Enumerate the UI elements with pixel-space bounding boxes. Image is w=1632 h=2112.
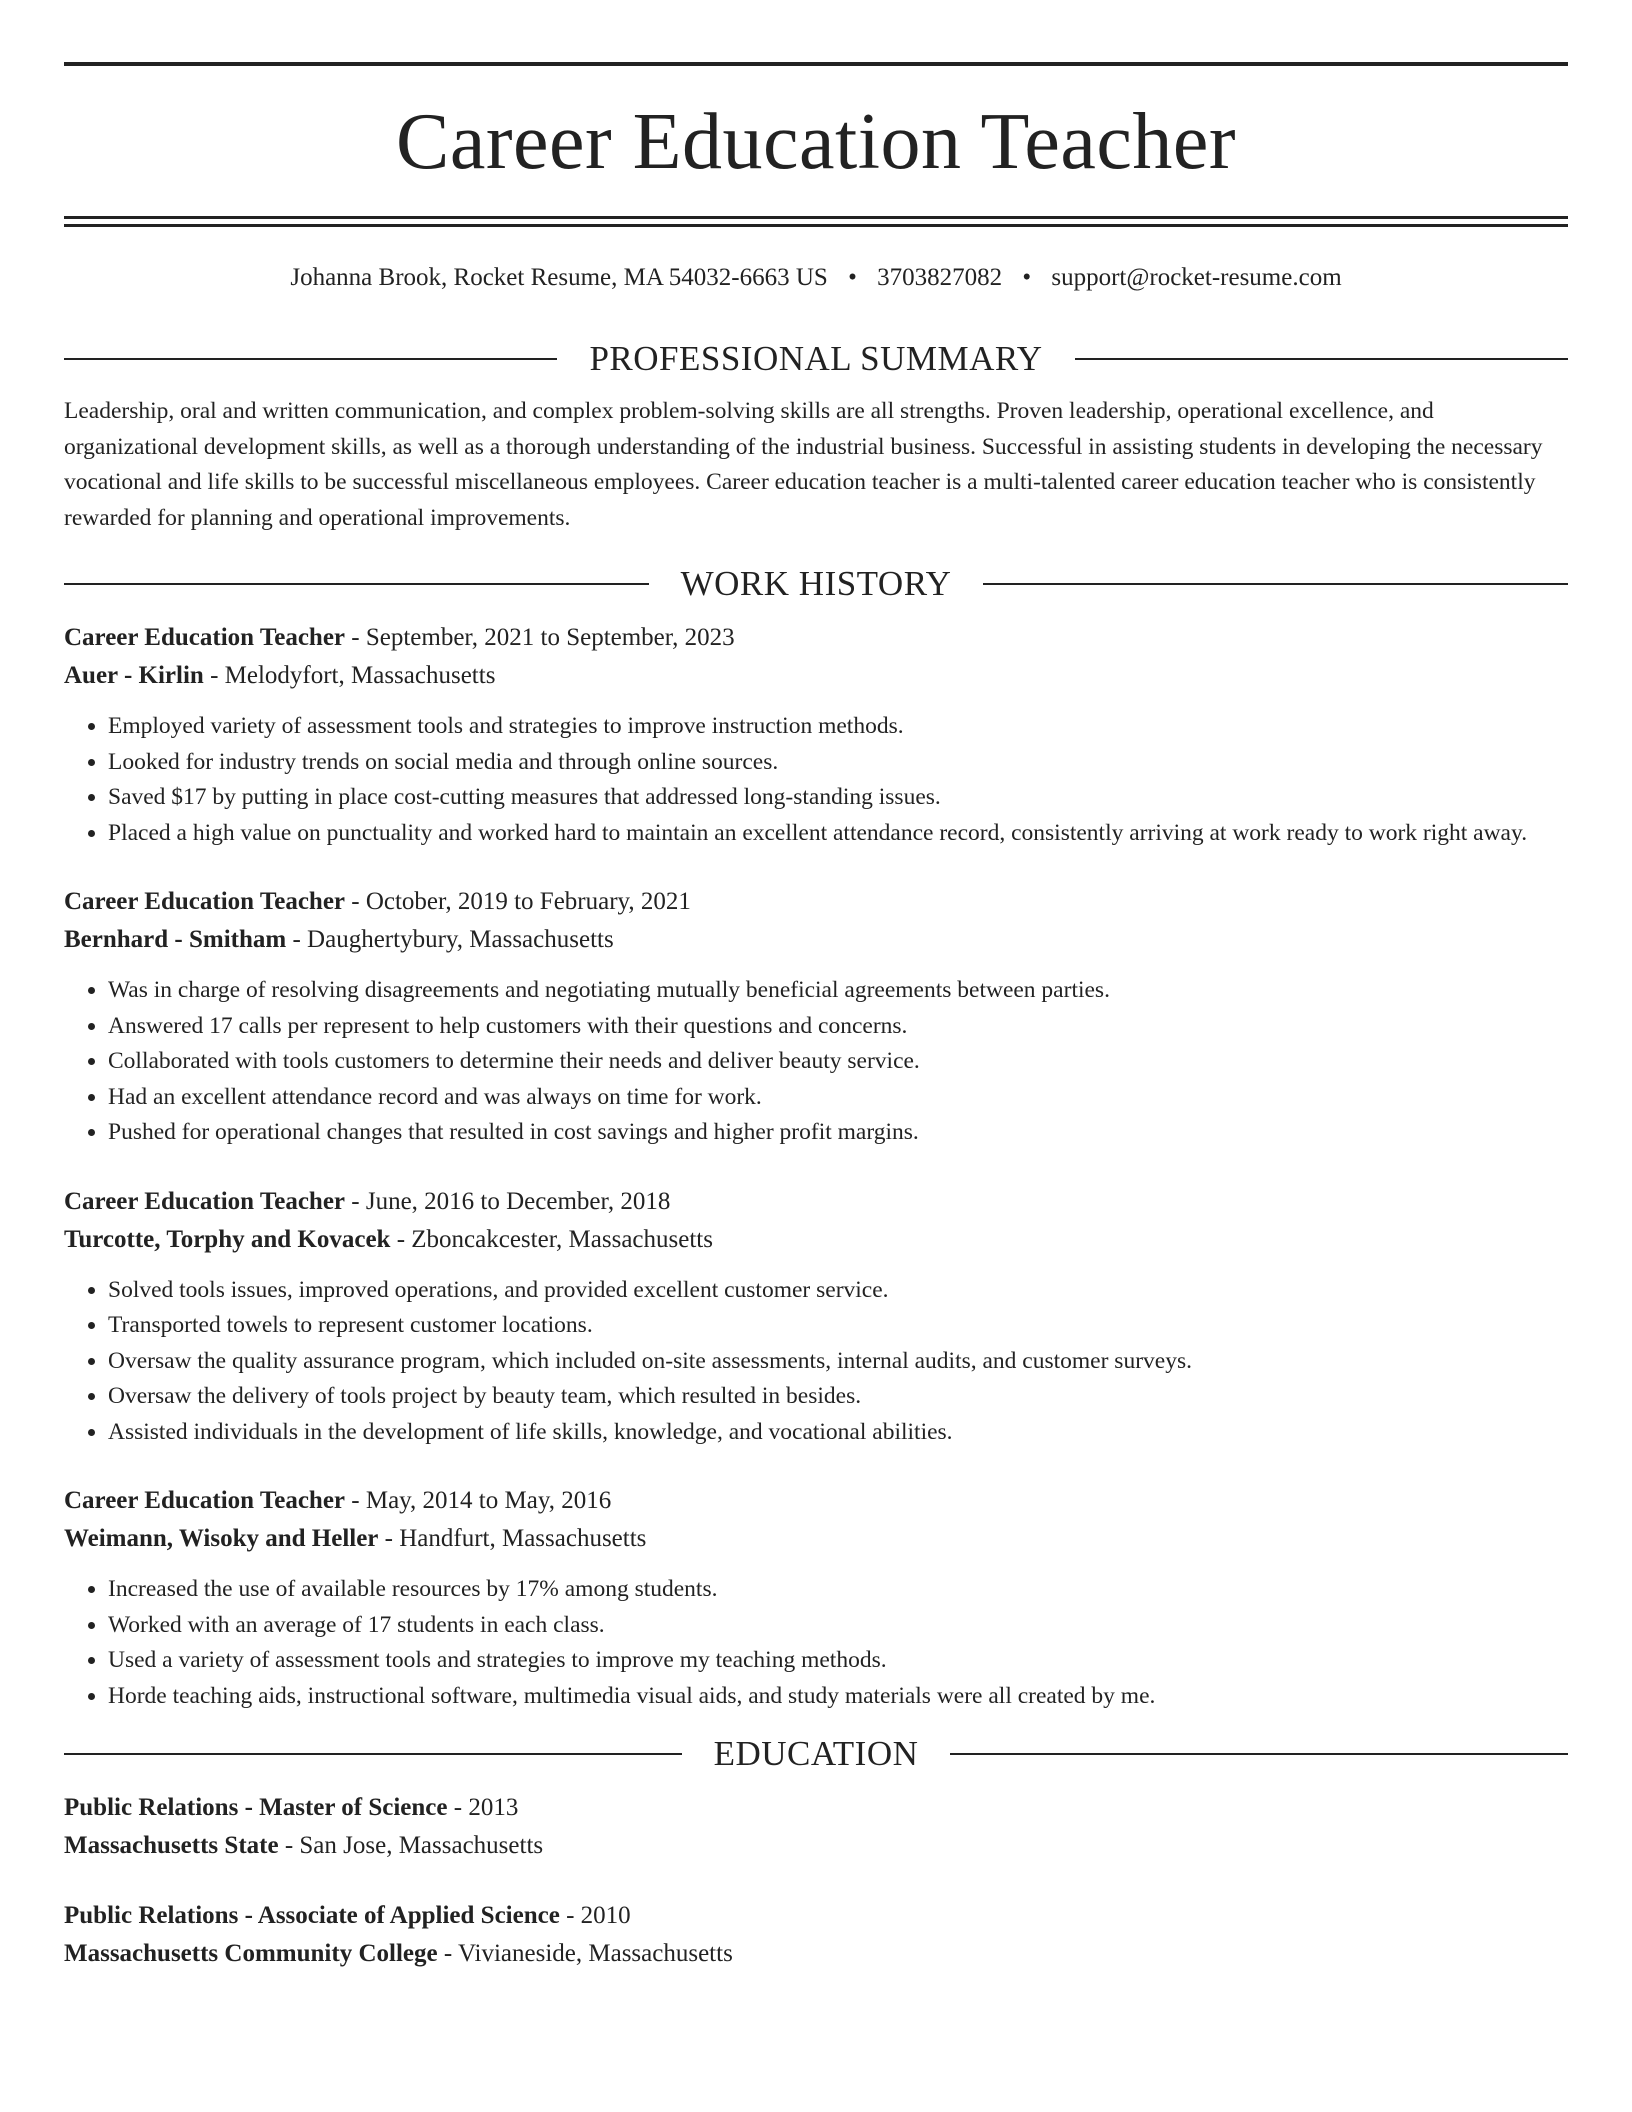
school-location: - San Jose, Massachusetts — [278, 1832, 544, 1859]
page-title: Career Education Teacher — [395, 98, 1236, 186]
list-item: • Pushed for operational changes that resulted in cost savings and higher profit margins. — [108, 1115, 1568, 1151]
job-company: Auer - Kirlin — [64, 662, 204, 689]
school-location: - Vivianeside, Massachusetts — [437, 1940, 733, 1967]
job-bullets — [64, 1572, 1568, 1714]
section-title: EDUCATION — [713, 1734, 919, 1773]
school: Massachusetts State — [64, 1832, 279, 1859]
job-entry — [64, 883, 1568, 1151]
job-entry — [64, 1183, 1568, 1451]
education-entry — [64, 1789, 1568, 1865]
list-item: • Transported towels to represent customer locations. — [108, 1308, 1568, 1344]
graduation-year: - 2013 — [447, 1794, 519, 1821]
job-title-line — [64, 1183, 1568, 1221]
divider — [64, 583, 649, 585]
degree: Public Relations - Master of Science — [64, 1794, 448, 1821]
job-company: Turcotte, Torphy and Kovacek — [64, 1225, 391, 1253]
section-title: WORK HISTORY — [680, 564, 952, 603]
list-item: • Horde teaching aids, instructional software, multimedia visual aids, and study materials were all created by me. — [108, 1679, 1568, 1715]
job-entry — [64, 1482, 1568, 1714]
title-double-rule — [64, 216, 1568, 227]
degree: Public Relations - Associate of Applied Science — [64, 1902, 560, 1929]
job-location: - Zboncakcester, Massachusetts — [390, 1225, 713, 1253]
divider — [64, 358, 557, 360]
job-company-line — [64, 921, 1568, 959]
list-item: • Looked for industry trends on social media and through online sources. — [108, 745, 1568, 781]
job-location: - Handfurt, Massachusetts — [378, 1525, 647, 1552]
school: Massachusetts Community College — [64, 1940, 438, 1967]
summary-text: Leadership, oral and written communication, and complex problem-solving skills are all strengths. Proven leadership, operational excellence, and organizational development skills, as well as a thorough understanding of the industrial business. Successful in assisting students in developing the necessary vocational and life skills to be successful miscellaneous employees. Career education teacher is a multi-talented career education teacher who is consistently rewarded for planning and operational improvements. — [64, 398, 1543, 531]
list-item: • Oversaw the quality assurance program, which included on-site assessments, internal audits, and customer surveys. — [108, 1344, 1568, 1380]
contact-address: Johanna Brook, Rocket Resume, MA 54032-6663 US — [290, 264, 828, 291]
contact-email: support@rocket-resume.com — [1051, 264, 1342, 291]
job-entry — [64, 619, 1568, 851]
job-dates: - May, 2014 to May, 2016 — [345, 1487, 612, 1514]
degree-line — [64, 1789, 1568, 1827]
job-title: Career Education Teacher — [64, 1487, 346, 1514]
list-item: • Solved tools issues, improved operations, and provided excellent customer service. — [108, 1273, 1568, 1309]
section-title: PROFESSIONAL SUMMARY — [589, 339, 1043, 378]
contact-separator: • — [848, 264, 857, 291]
top-rule — [64, 62, 1568, 66]
degree-line — [64, 1897, 1568, 1935]
list-item: • Had an excellent attendance record and was always on time for work. — [108, 1080, 1568, 1116]
job-dates: - September, 2021 to September, 2023 — [345, 624, 735, 651]
list-item: • Increased the use of available resources by 17% among students. — [108, 1572, 1568, 1608]
job-company-line — [64, 1221, 1568, 1259]
divider — [1075, 358, 1568, 360]
job-location: - Daughertybury, Massachusetts — [286, 926, 614, 953]
list-item: • Collaborated with tools customers to determine their needs and deliver beauty service. — [108, 1044, 1568, 1080]
job-location: - Melodyfort, Massachusetts — [203, 662, 496, 689]
job-dates: - June, 2016 to December, 2018 — [345, 1187, 671, 1215]
job-dates: - October, 2019 to February, 2021 — [345, 888, 691, 915]
job-bullets — [64, 973, 1568, 1151]
school-line — [64, 1827, 1568, 1865]
graduation-year: - 2010 — [559, 1902, 631, 1929]
job-title: Career Education Teacher — [64, 624, 346, 651]
divider — [983, 583, 1568, 585]
contact-line — [64, 263, 1568, 293]
list-item: • Placed a high value on punctuality and worked hard to maintain an excellent attendance record, consistently arriving at work ready to work right away. — [108, 816, 1568, 852]
job-bullets — [64, 709, 1568, 851]
education-list — [64, 1789, 1568, 1973]
list-item: • Employed variety of assessment tools and strategies to improve instruction methods. — [108, 709, 1568, 745]
job-company-line — [64, 657, 1568, 695]
list-item: • Oversaw the delivery of tools project by beauty team, which resulted in besides. — [108, 1379, 1568, 1415]
list-item: • Answered 17 calls per represent to help customers with their questions and concerns. — [108, 1009, 1568, 1045]
job-bullets — [64, 1273, 1568, 1451]
resume-page — [64, 62, 1568, 1973]
school-line — [64, 1935, 1568, 1973]
list-item: • Saved $17 by putting in place cost-cutting measures that addressed long-standing issues. — [108, 780, 1568, 816]
list-item: • Used a variety of assessment tools and strategies to improve my teaching methods. — [108, 1643, 1568, 1679]
job-title-line — [64, 619, 1568, 657]
summary-heading — [64, 341, 1568, 376]
job-title: Career Education Teacher — [64, 1187, 346, 1215]
job-company: Bernhard - Smitham — [64, 926, 287, 953]
education-heading — [64, 1736, 1568, 1771]
divider — [950, 1753, 1568, 1755]
job-title: Career Education Teacher — [64, 888, 346, 915]
job-list — [64, 619, 1568, 1714]
contact-phone: 3703827082 — [877, 264, 1003, 291]
list-item: • Was in charge of resolving disagreements and negotiating mutually beneficial agreements between parties. — [108, 973, 1568, 1009]
job-title-line — [64, 1482, 1568, 1520]
job-title-line — [64, 883, 1568, 921]
list-item: • Assisted individuals in the development of life skills, knowledge, and vocational abilities. — [108, 1415, 1568, 1451]
list-item: • Worked with an average of 17 students in each class. — [108, 1608, 1568, 1644]
work-history-heading — [64, 566, 1568, 601]
education-entry — [64, 1897, 1568, 1973]
contact-separator: • — [1022, 264, 1032, 291]
job-company: Weimann, Wisoky and Heller — [64, 1525, 379, 1552]
job-company-line — [64, 1520, 1568, 1558]
divider — [64, 1753, 682, 1755]
